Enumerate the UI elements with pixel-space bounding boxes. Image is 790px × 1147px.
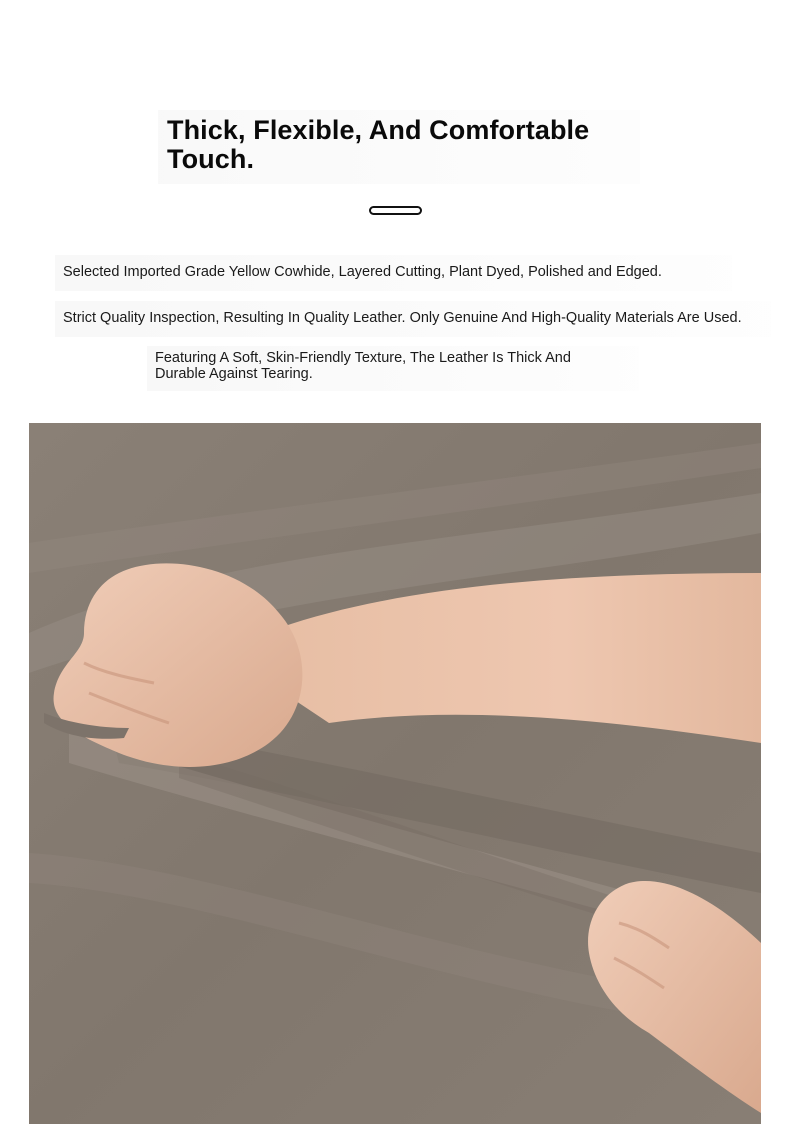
feature-text-3-line-2: Durable Against Tearing. (155, 366, 313, 382)
feature-text-3-line-1: Featuring A Soft, Skin-Friendly Texture, The Leather Is Thick And (155, 350, 571, 366)
heading-line-1: Thick, Flexible, And Comfortable (167, 115, 590, 145)
feature-text-2: Strict Quality Inspection, Resulting In Quality Leather. Only Genuine And High-Quality Materials Are Used. (55, 301, 771, 337)
leather-stretch-photo (29, 423, 761, 1124)
divider-pill (369, 206, 422, 215)
heading-line-2: Touch. (167, 144, 255, 174)
feature-text-3 (147, 346, 639, 391)
section-heading (158, 110, 640, 184)
feature-text-1: Selected Imported Grade Yellow Cowhide, Layered Cutting, Plant Dyed, Polished and Edged. (55, 255, 732, 291)
